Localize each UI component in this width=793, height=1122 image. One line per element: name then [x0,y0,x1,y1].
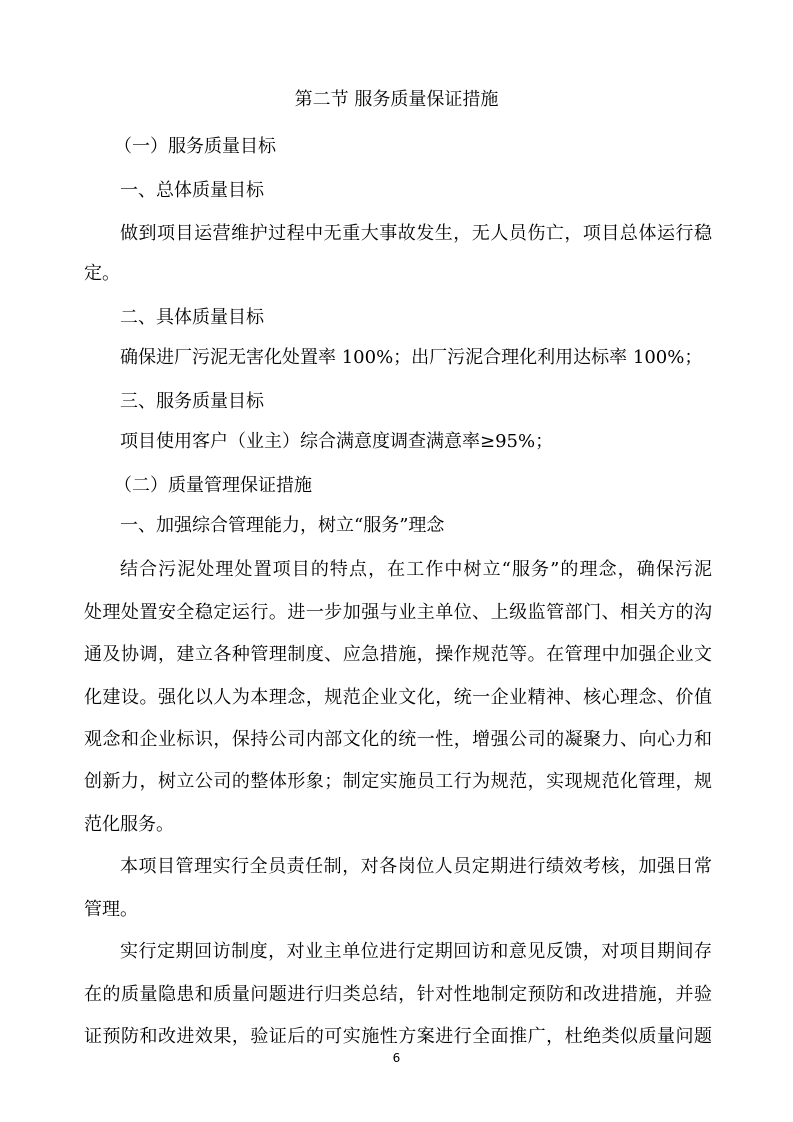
paragraph-line: 实行定期回访制度，对业主单位进行定期回访和意见反馈，对项目期间存 [120,941,712,962]
subsection-heading-quality-management-measures: （二）质量管理保证措施 [114,475,312,496]
page-number: 6 [392,1051,401,1065]
paragraph-line: 定。 [84,263,120,284]
paragraph-line: 处理处置安全稳定运行。进一步加强与业主单位、上级监管部门、相关方的沟 [84,602,712,623]
heading-service-quality-goal: 三、服务质量目标 [120,391,264,412]
paragraph-line: 做到项目运营维护过程中无重大事故发生，无人员伤亡，项目总体运行稳 [120,223,712,244]
paragraph-line: 创新力，树立公司的整体形象；制定实施员工行为规范，实现规范化管理，规 [84,771,712,792]
paragraph-line: 证预防和改进效果，验证后的可实施性方案进行全面推广，杜绝类似质量问题 [84,1026,712,1047]
paragraph-line: 管理。 [84,899,138,920]
paragraph-line: 范化服务。 [84,814,174,835]
section-title: 第二节 服务质量保证措施 [294,89,499,110]
paragraph-line: 观念和企业标识，保持公司内部文化的统一性，增强公司的凝聚力、向心力和 [84,729,712,750]
paragraph-line: 确保进厂污泥无害化处置率 100%；出厂污泥合理化利用达标率 100%； [120,347,703,368]
paragraph-line: 本项目管理实行全员责任制，对各岗位人员定期进行绩效考核，加强日常 [120,856,712,877]
subsection-heading-service-quality-goals: （一）服务质量目标 [114,136,276,157]
paragraph-line: 项目使用客户（业主）综合满意度调查满意率≥95%； [120,431,554,452]
heading-specific-quality-goal: 二、具体质量目标 [120,307,264,328]
paragraph-line: 结合污泥处理处置项目的特点，在工作中树立“服务”的理念，确保污泥 [120,559,712,580]
paragraph-line: 在的质量隐患和质量问题进行归类总结，针对性地制定预防和改进措施，并验 [84,984,712,1005]
paragraph-line: 通及协调，建立各种管理制度、应急措施，操作规范等。在管理中加强企业文 [84,644,712,665]
heading-overall-quality-goal: 一、总体质量目标 [120,180,264,201]
paragraph-line: 化建设。强化以人为本理念，规范企业文化，统一企业精神、核心理念、价值 [84,687,712,708]
heading-strengthen-management: 一、加强综合管理能力，树立“服务”理念 [120,515,445,536]
